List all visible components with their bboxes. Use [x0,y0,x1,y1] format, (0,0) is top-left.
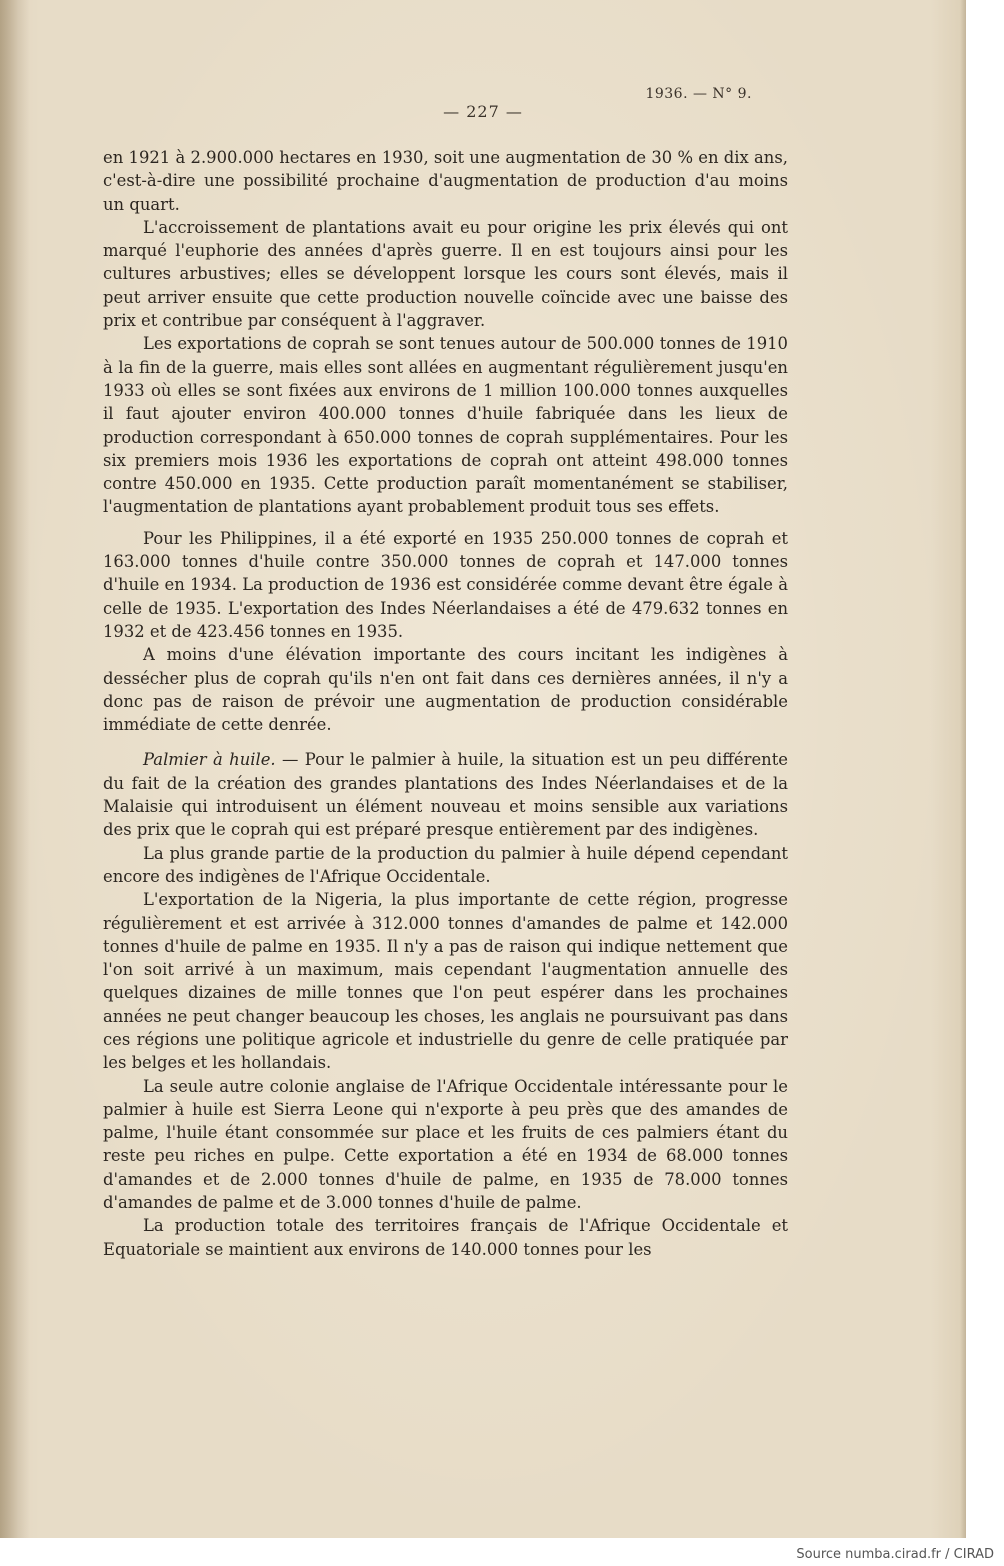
page-number: — 227 — [443,102,523,121]
paragraph: La production totale des territoires français de l'Afrique Occidentale et Equatoriale se maintient aux environs de 140.000 tonnes pour les [103,1216,788,1259]
paragraph-palmier [103,748,788,841]
paragraph: Pour les Philippines, il a été exporté en 1935 250.000 tonnes de coprah et 163.000 tonnes d'huile contre 350.000 tonnes de coprah et 147.000 tonnes d'huile en 1934. La production de 1936 est considérée comme devant être égale à celle de 1935. L'exportation des Indes Néerlandaises a été de 479.632 tonnes en 1932 et de 423.456 tonnes en 1935. [103,528,788,641]
source-credit: Source numba.cirad.fr / CIRAD [796,1547,994,1562]
section-heading: Palmier à huile. [143,750,276,770]
paragraph: La seule autre colonie anglaise de l'Afrique Occidentale intéressante pour le palmier à huile est Sierra Leone qui n'exporte à peu près que des amandes de palme, l'huile étant consommée sur place et les fruits de ces palmiers étant du reste peu riches en pulpe. Cette exportation a été en 1934 de 68.000 tonnes d'amandes et de 2.000 tonnes d'huile de palme, en 1935 de 78.000 tonnes d'amandes de palme et de 3.000 tonnes d'huile de palme. [103,1076,788,1213]
paragraph-text: — Pour le palmier à huile, la situation est un peu différente du fait de la création des grandes plantations des Indes Néerlandaises et de la Malaisie qui introduisent un élément nouveau et moins sensible aux variations des prix que le coprah qui est préparé presque entièrement par des indigènes. [103,750,789,840]
paragraph: La plus grande partie de la production du palmier à huile dépend cependant encore des indigènes de l'Afrique Occidentale. [103,843,788,886]
paragraph: Les exportations de coprah se sont tenues autour de 500.000 tonnes de 1910 à la fin de la guerre, mais elles sont allées en augmentant régulièrement jusqu'en 1933 où elles se sont fixées aux environs de 1 million 100.000 tonnes auxquelles il faut ajouter environ 400.000 tonnes d'huile fabriquée dans les lieux de production correspondant à 650.000 tonnes de coprah supplémentaires. Pour les six premiers mois 1936 les exportations de coprah ont atteint 498.000 tonnes contre 450.000 en 1935. Cette production paraît momentanément se stabiliser, l'augmentation de plantations ayant probablement produit tous ses effets. [103,334,788,517]
body-text [103,146,788,1261]
paragraph: L'exportation de la Nigeria, la plus importante de cette région, progresse régulièrement et est arrivée à 312.000 tonnes d'amandes de palme et 142.000 tonnes d'huile de palme en 1935. Il n'y a pas de raison qui indique nettement que l'on soit arrivé à un maximum, mais cependant l'augmentation annuelle des quelques dizaines de mille tonnes que l'on peut espérer dans les prochaines années ne peut changer beaucoup les choses, les anglais ne poursuivant pas dans ces régions une politique agricole et industrielle du genre de celle pratiquée par les belges et les hollandais. [103,890,788,1073]
page-edge-shadow [960,0,966,1538]
issue-number: 1936. — N° 9. [645,86,752,102]
paragraph: en 1921 à 2.900.000 hectares en 1930, soit une augmentation de 30 % en dix ans, c'est-à-dire une possibilité prochaine d'augmentation de production d'au moins un quart. [103,148,788,214]
page-gutter-shadow [0,0,30,1538]
paragraph: L'accroissement de plantations avait eu pour origine les prix élevés qui ont marqué l'euphorie des années d'après guerre. Il en est toujours ainsi pour les cultures arbustives; elles se développent lorsque les cours sont élevés, mais il peut arriver ensuite que cette production nouvelle coïncide avec une baisse des prix et contribue par conséquent à l'aggraver. [103,217,788,331]
paragraph: A moins d'une élévation importante des cours incitant les indigènes à dessécher plus de coprah qu'ils n'en ont fait dans ces dernières années, il n'y a donc pas de raison de prévoir une augmentation de production considérable immédiate de cette denrée. [103,645,788,735]
